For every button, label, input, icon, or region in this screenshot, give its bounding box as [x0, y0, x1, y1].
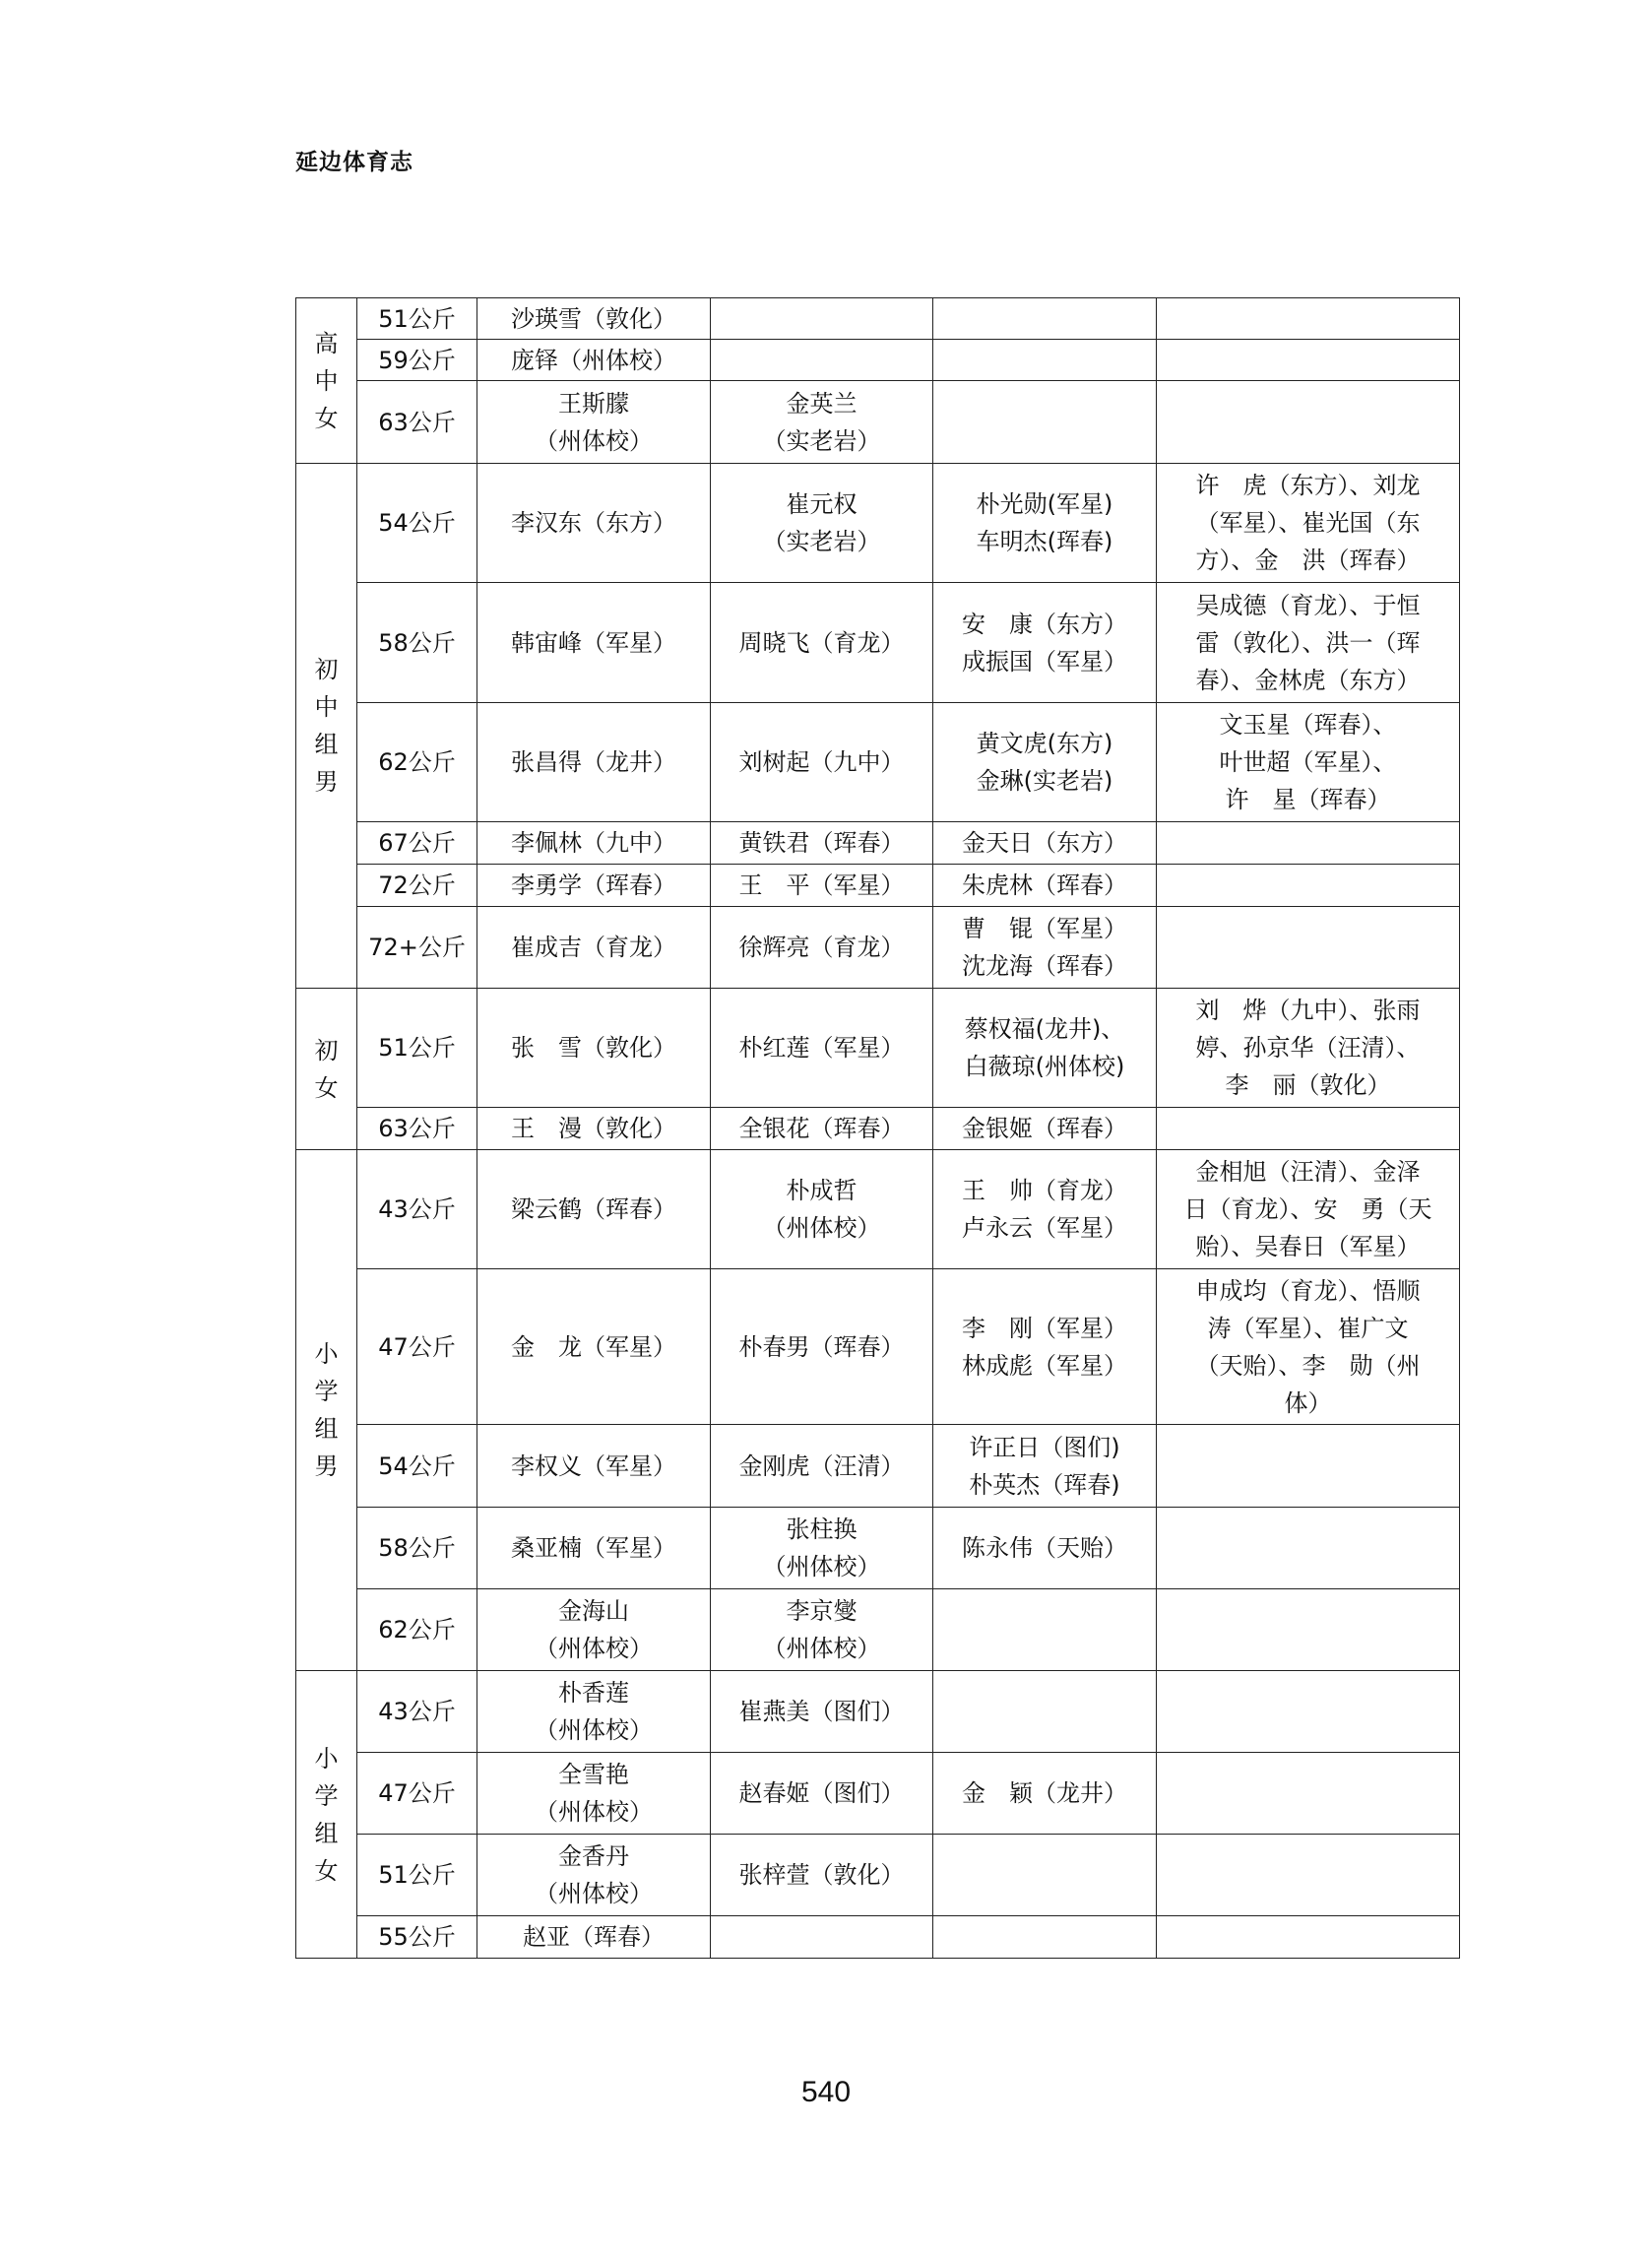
cell-line: 朱虎林（珲春） [962, 871, 1127, 899]
first-place-cell [477, 340, 711, 381]
table-row [296, 1916, 1460, 1959]
table-row [296, 822, 1460, 865]
third-place-cell [933, 1425, 1157, 1508]
table-row [296, 1425, 1460, 1508]
cell-line: 白薇琼(州体校) [964, 1053, 1125, 1080]
second-place-cell [711, 907, 933, 989]
group-name-char: 高 [314, 329, 339, 357]
group-name-char: 组 [314, 731, 339, 758]
group-name-char: 女 [314, 404, 339, 432]
cell-line: 车明杰(珲春) [976, 528, 1113, 555]
group-name-char: 学 [314, 1378, 339, 1405]
cell-line: 文玉星（珲春）、 [1219, 711, 1397, 739]
cell-line: 李汉东（东方） [511, 509, 676, 537]
cell-line: 金 龙（军星） [511, 1332, 676, 1361]
table-row [296, 381, 1460, 464]
fifth-place-cell [1157, 703, 1460, 822]
cell-line: 体） [1284, 1388, 1332, 1417]
cell-line: 梁云鹤（珲春） [511, 1195, 676, 1223]
cell-line: 张 雪（敦化） [511, 1034, 676, 1062]
cell-line: （州体校） [535, 1798, 653, 1826]
cell-line: 张柱换 [786, 1515, 858, 1543]
cell-line: 徐辉亮（育龙） [738, 934, 905, 961]
first-place-cell [477, 1425, 711, 1508]
third-place-cell [933, 1508, 1157, 1589]
third-place-cell [933, 989, 1157, 1108]
fifth-place-cell [1157, 1508, 1460, 1589]
group-name-char: 组 [314, 1819, 339, 1847]
second-place-cell [711, 989, 933, 1108]
fifth-place-cell [1157, 907, 1460, 989]
second-place-cell [711, 1150, 933, 1269]
cell-line: 日（育龙）、安 勇（天 [1183, 1195, 1432, 1223]
cell-line: 金琳(实老岩) [976, 767, 1113, 795]
cell-line: 赵春姬（图们） [738, 1779, 905, 1807]
first-place-cell [477, 464, 711, 583]
cell-line: 朴香莲 [558, 1679, 629, 1707]
third-place-cell [933, 865, 1157, 907]
fifth-place-cell [1157, 1835, 1460, 1916]
cell-line: 李权义（军星） [511, 1451, 676, 1480]
fifth-place-cell [1157, 464, 1460, 583]
table-row [296, 1108, 1460, 1150]
cell-line: 李 刚（军星） [962, 1314, 1127, 1342]
cell-line: 沈龙海（珲春） [962, 952, 1127, 980]
cell-line: 林成彪（军星） [962, 1351, 1127, 1380]
cell-line: 雷（敦化）、洪一（珲 [1195, 628, 1421, 657]
cell-line: 刘 烨（九中）、张雨 [1195, 997, 1421, 1024]
second-place-cell [711, 1753, 933, 1835]
weight-cell: 47公斤 [357, 1269, 477, 1425]
weight-cell: 63公斤 [357, 381, 477, 464]
third-place-cell [933, 1916, 1157, 1959]
third-place-cell [933, 907, 1157, 989]
first-place-cell [477, 583, 711, 703]
first-place-cell [477, 1916, 711, 1959]
table-row [296, 1835, 1460, 1916]
second-place-cell [711, 381, 933, 464]
second-place-cell [711, 1425, 933, 1508]
second-place-cell [711, 865, 933, 907]
cell-line: 黄铁君（珲春） [738, 829, 905, 857]
group-cell [296, 1671, 357, 1959]
first-place-cell [477, 381, 711, 464]
first-place-cell [477, 1508, 711, 1589]
cell-line: 金英兰 [786, 389, 858, 418]
group-name-char: 中 [314, 693, 339, 721]
group-name-char: 小 [314, 1340, 339, 1368]
cell-line: （州体校） [535, 1716, 653, 1744]
second-place-cell [711, 340, 933, 381]
cell-line: （州体校） [535, 426, 653, 455]
cell-line: 朴春男（珲春） [738, 1332, 905, 1361]
first-place-cell [477, 703, 711, 822]
cell-line: （实老岩） [762, 426, 881, 455]
cell-line: 金银姬（珲春） [962, 1115, 1127, 1142]
group-cell [296, 464, 357, 989]
third-place-cell [933, 1108, 1157, 1150]
first-place-cell [477, 1269, 711, 1425]
weight-cell: 63公斤 [357, 1108, 477, 1150]
table-row [296, 865, 1460, 907]
cell-line: 王 平（军星） [738, 871, 905, 899]
weight-cell: 51公斤 [357, 1835, 477, 1916]
third-place-cell [933, 298, 1157, 340]
cell-line: 金天日（东方） [962, 829, 1127, 857]
fifth-place-cell [1157, 1425, 1460, 1508]
page-number: 540 [800, 2076, 852, 2108]
cell-line: 李 丽（敦化） [1225, 1071, 1391, 1099]
fifth-place-cell [1157, 298, 1460, 340]
first-place-cell [477, 822, 711, 865]
fifth-place-cell [1157, 1753, 1460, 1835]
table-row [296, 703, 1460, 822]
group-name-char: 初 [314, 656, 339, 683]
second-place-cell [711, 1108, 933, 1150]
cell-line: 申成均（育龙）、悟顺 [1195, 1276, 1421, 1305]
first-place-cell [477, 1753, 711, 1835]
cell-line: （州体校） [535, 1880, 653, 1907]
cell-line: 沙瑛雪（敦化） [511, 304, 676, 333]
cell-line: （州体校） [762, 1553, 881, 1580]
weight-cell: 51公斤 [357, 989, 477, 1108]
group-name-char: 女 [314, 1073, 339, 1102]
cell-line: 金 颖（龙井） [962, 1779, 1127, 1807]
cell-line: 庞铎（州体校） [511, 346, 676, 374]
group-name-char: 学 [314, 1781, 339, 1810]
third-place-cell [933, 1753, 1157, 1835]
cell-line: 朴红莲（军星） [738, 1034, 905, 1062]
first-place-cell [477, 989, 711, 1108]
fifth-place-cell [1157, 381, 1460, 464]
table-row [296, 1753, 1460, 1835]
fifth-place-cell [1157, 583, 1460, 703]
cell-line: 贻）、吴春日（军星） [1195, 1233, 1421, 1260]
weight-cell: 43公斤 [357, 1150, 477, 1269]
fifth-place-cell [1157, 989, 1460, 1108]
cell-line: 张梓萱（敦化） [738, 1861, 905, 1889]
group-cell [296, 1150, 357, 1671]
fifth-place-cell [1157, 1589, 1460, 1671]
cell-line: 张昌得（龙井） [511, 748, 676, 776]
third-place-cell [933, 1671, 1157, 1753]
cell-line: （实老岩） [762, 528, 881, 555]
cell-line: 韩宙峰（军星） [511, 628, 676, 657]
weight-cell: 54公斤 [357, 1425, 477, 1508]
third-place-cell [933, 1835, 1157, 1916]
cell-line: 李京燮 [786, 1597, 858, 1625]
cell-line: （州体校） [762, 1214, 881, 1242]
cell-line: 李佩林（九中） [511, 829, 676, 857]
table-row [296, 989, 1460, 1108]
weight-cell: 72+公斤 [357, 907, 477, 989]
cell-line: 卢永云（军星） [962, 1214, 1127, 1242]
weight-cell: 47公斤 [357, 1753, 477, 1835]
cell-line: 成振国（军星） [962, 647, 1127, 676]
group-name-char: 组 [314, 1415, 339, 1443]
running-header: 延边体育志 [295, 150, 413, 175]
third-place-cell [933, 822, 1157, 865]
cell-line: 桑亚楠（军星） [511, 1534, 676, 1562]
cell-line: 方）、金 洪（珲春） [1195, 547, 1421, 574]
cell-line: 全雪艳 [558, 1761, 629, 1788]
group-name-char: 男 [314, 768, 339, 796]
fifth-place-cell [1157, 340, 1460, 381]
cell-line: 崔成吉（育龙） [511, 934, 676, 961]
first-place-cell [477, 298, 711, 340]
table-row [296, 1671, 1460, 1753]
third-place-cell [933, 340, 1157, 381]
first-place-cell [477, 1671, 711, 1753]
cell-line: 许 星（珲春） [1225, 786, 1391, 813]
second-place-cell [711, 1671, 933, 1753]
table-row [296, 1269, 1460, 1425]
cell-line: 崔燕美（图们） [738, 1698, 905, 1725]
second-place-cell [711, 1589, 933, 1671]
table-row [296, 1589, 1460, 1671]
cell-line: 金相旭（汪清）、金泽 [1195, 1158, 1421, 1186]
weight-cell: 59公斤 [357, 340, 477, 381]
second-place-cell [711, 1269, 933, 1425]
first-place-cell [477, 1835, 711, 1916]
weight-cell: 51公斤 [357, 298, 477, 340]
group-name-char: 小 [314, 1744, 339, 1773]
table-row [296, 464, 1460, 583]
cell-line: 金海山 [558, 1597, 629, 1625]
fifth-place-cell [1157, 1916, 1460, 1959]
cell-line: 朴英杰（珲春) [969, 1470, 1120, 1499]
table-row [296, 340, 1460, 381]
table-row [296, 1150, 1460, 1269]
group-cell [296, 298, 357, 464]
cell-line: 黄文虎(东方) [976, 730, 1113, 757]
weight-cell: 62公斤 [357, 703, 477, 822]
second-place-cell [711, 1835, 933, 1916]
cell-line: 刘树起（九中） [738, 748, 905, 776]
first-place-cell [477, 1589, 711, 1671]
cell-line: 陈永伟（天贻） [962, 1534, 1127, 1562]
cell-line: 王 漫（敦化） [511, 1115, 676, 1142]
weight-cell: 55公斤 [357, 1916, 477, 1959]
group-name-char: 中 [314, 366, 339, 395]
table-row [296, 1508, 1460, 1589]
first-place-cell [477, 1150, 711, 1269]
third-place-cell [933, 1150, 1157, 1269]
cell-line: 许 虎（东方）、刘龙 [1195, 472, 1421, 499]
second-place-cell [711, 822, 933, 865]
first-place-cell [477, 865, 711, 907]
cell-line: 吴成德（育龙）、于恒 [1195, 591, 1421, 619]
cell-line: 蔡权福(龙井)、 [964, 1015, 1125, 1043]
third-place-cell [933, 1589, 1157, 1671]
fifth-place-cell [1157, 1671, 1460, 1753]
weight-cell: 43公斤 [357, 1671, 477, 1753]
fifth-place-cell [1157, 1108, 1460, 1150]
group-name-char: 男 [314, 1452, 339, 1480]
cell-line: 王斯朦 [558, 389, 629, 418]
cell-line: （天贻）、李 勋（州 [1195, 1351, 1421, 1380]
table-row [296, 298, 1460, 340]
cell-line: 涛（军星）、崔广文 [1207, 1314, 1409, 1342]
third-place-cell [933, 381, 1157, 464]
cell-line: 叶世超（军星）、 [1219, 748, 1397, 776]
results-table [295, 297, 1460, 1959]
cell-line: 朴光勋(军星) [976, 490, 1113, 518]
second-place-cell [711, 298, 933, 340]
cell-line: 金香丹 [558, 1842, 629, 1870]
cell-line: （军星）、崔光国（东 [1195, 509, 1421, 537]
second-place-cell [711, 464, 933, 583]
cell-line: 安 康（东方） [962, 610, 1127, 638]
cell-line: 金刚虎（汪清） [738, 1451, 905, 1480]
second-place-cell [711, 583, 933, 703]
group-name-char: 女 [314, 1856, 339, 1885]
third-place-cell [933, 583, 1157, 703]
group-cell [296, 989, 357, 1150]
first-place-cell [477, 1108, 711, 1150]
first-place-cell [477, 907, 711, 989]
cell-line: 曹 锟（军星） [962, 915, 1127, 942]
cell-line: 李勇学（珲春） [511, 871, 676, 899]
third-place-cell [933, 703, 1157, 822]
third-place-cell [933, 464, 1157, 583]
cell-line: 春）、金林虎（东方） [1195, 666, 1421, 694]
fifth-place-cell [1157, 1269, 1460, 1425]
cell-line: 许正日（图们) [969, 1433, 1120, 1461]
cell-line: 崔元权 [786, 490, 858, 518]
second-place-cell [711, 703, 933, 822]
weight-cell: 67公斤 [357, 822, 477, 865]
cell-line: 王 帅（育龙） [962, 1177, 1127, 1204]
cell-line: 周晓飞（育龙） [738, 628, 905, 657]
table-row [296, 583, 1460, 703]
cell-line: 婷、孙京华（汪清）、 [1195, 1034, 1421, 1062]
second-place-cell [711, 1508, 933, 1589]
fifth-place-cell [1157, 865, 1460, 907]
weight-cell: 58公斤 [357, 1508, 477, 1589]
cell-line: （州体校） [762, 1635, 881, 1662]
cell-line: （州体校） [535, 1635, 653, 1662]
second-place-cell [711, 1916, 933, 1959]
weight-cell: 54公斤 [357, 464, 477, 583]
weight-cell: 58公斤 [357, 583, 477, 703]
weight-cell: 72公斤 [357, 865, 477, 907]
cell-line: 朴成哲 [786, 1177, 858, 1204]
cell-line: 全银花（珲春） [738, 1115, 905, 1142]
table-row [296, 907, 1460, 989]
cell-line: 赵亚（珲春） [523, 1923, 665, 1951]
fifth-place-cell [1157, 1150, 1460, 1269]
group-name-char: 初 [314, 1036, 339, 1064]
weight-cell: 62公斤 [357, 1589, 477, 1671]
fifth-place-cell [1157, 822, 1460, 865]
third-place-cell [933, 1269, 1157, 1425]
